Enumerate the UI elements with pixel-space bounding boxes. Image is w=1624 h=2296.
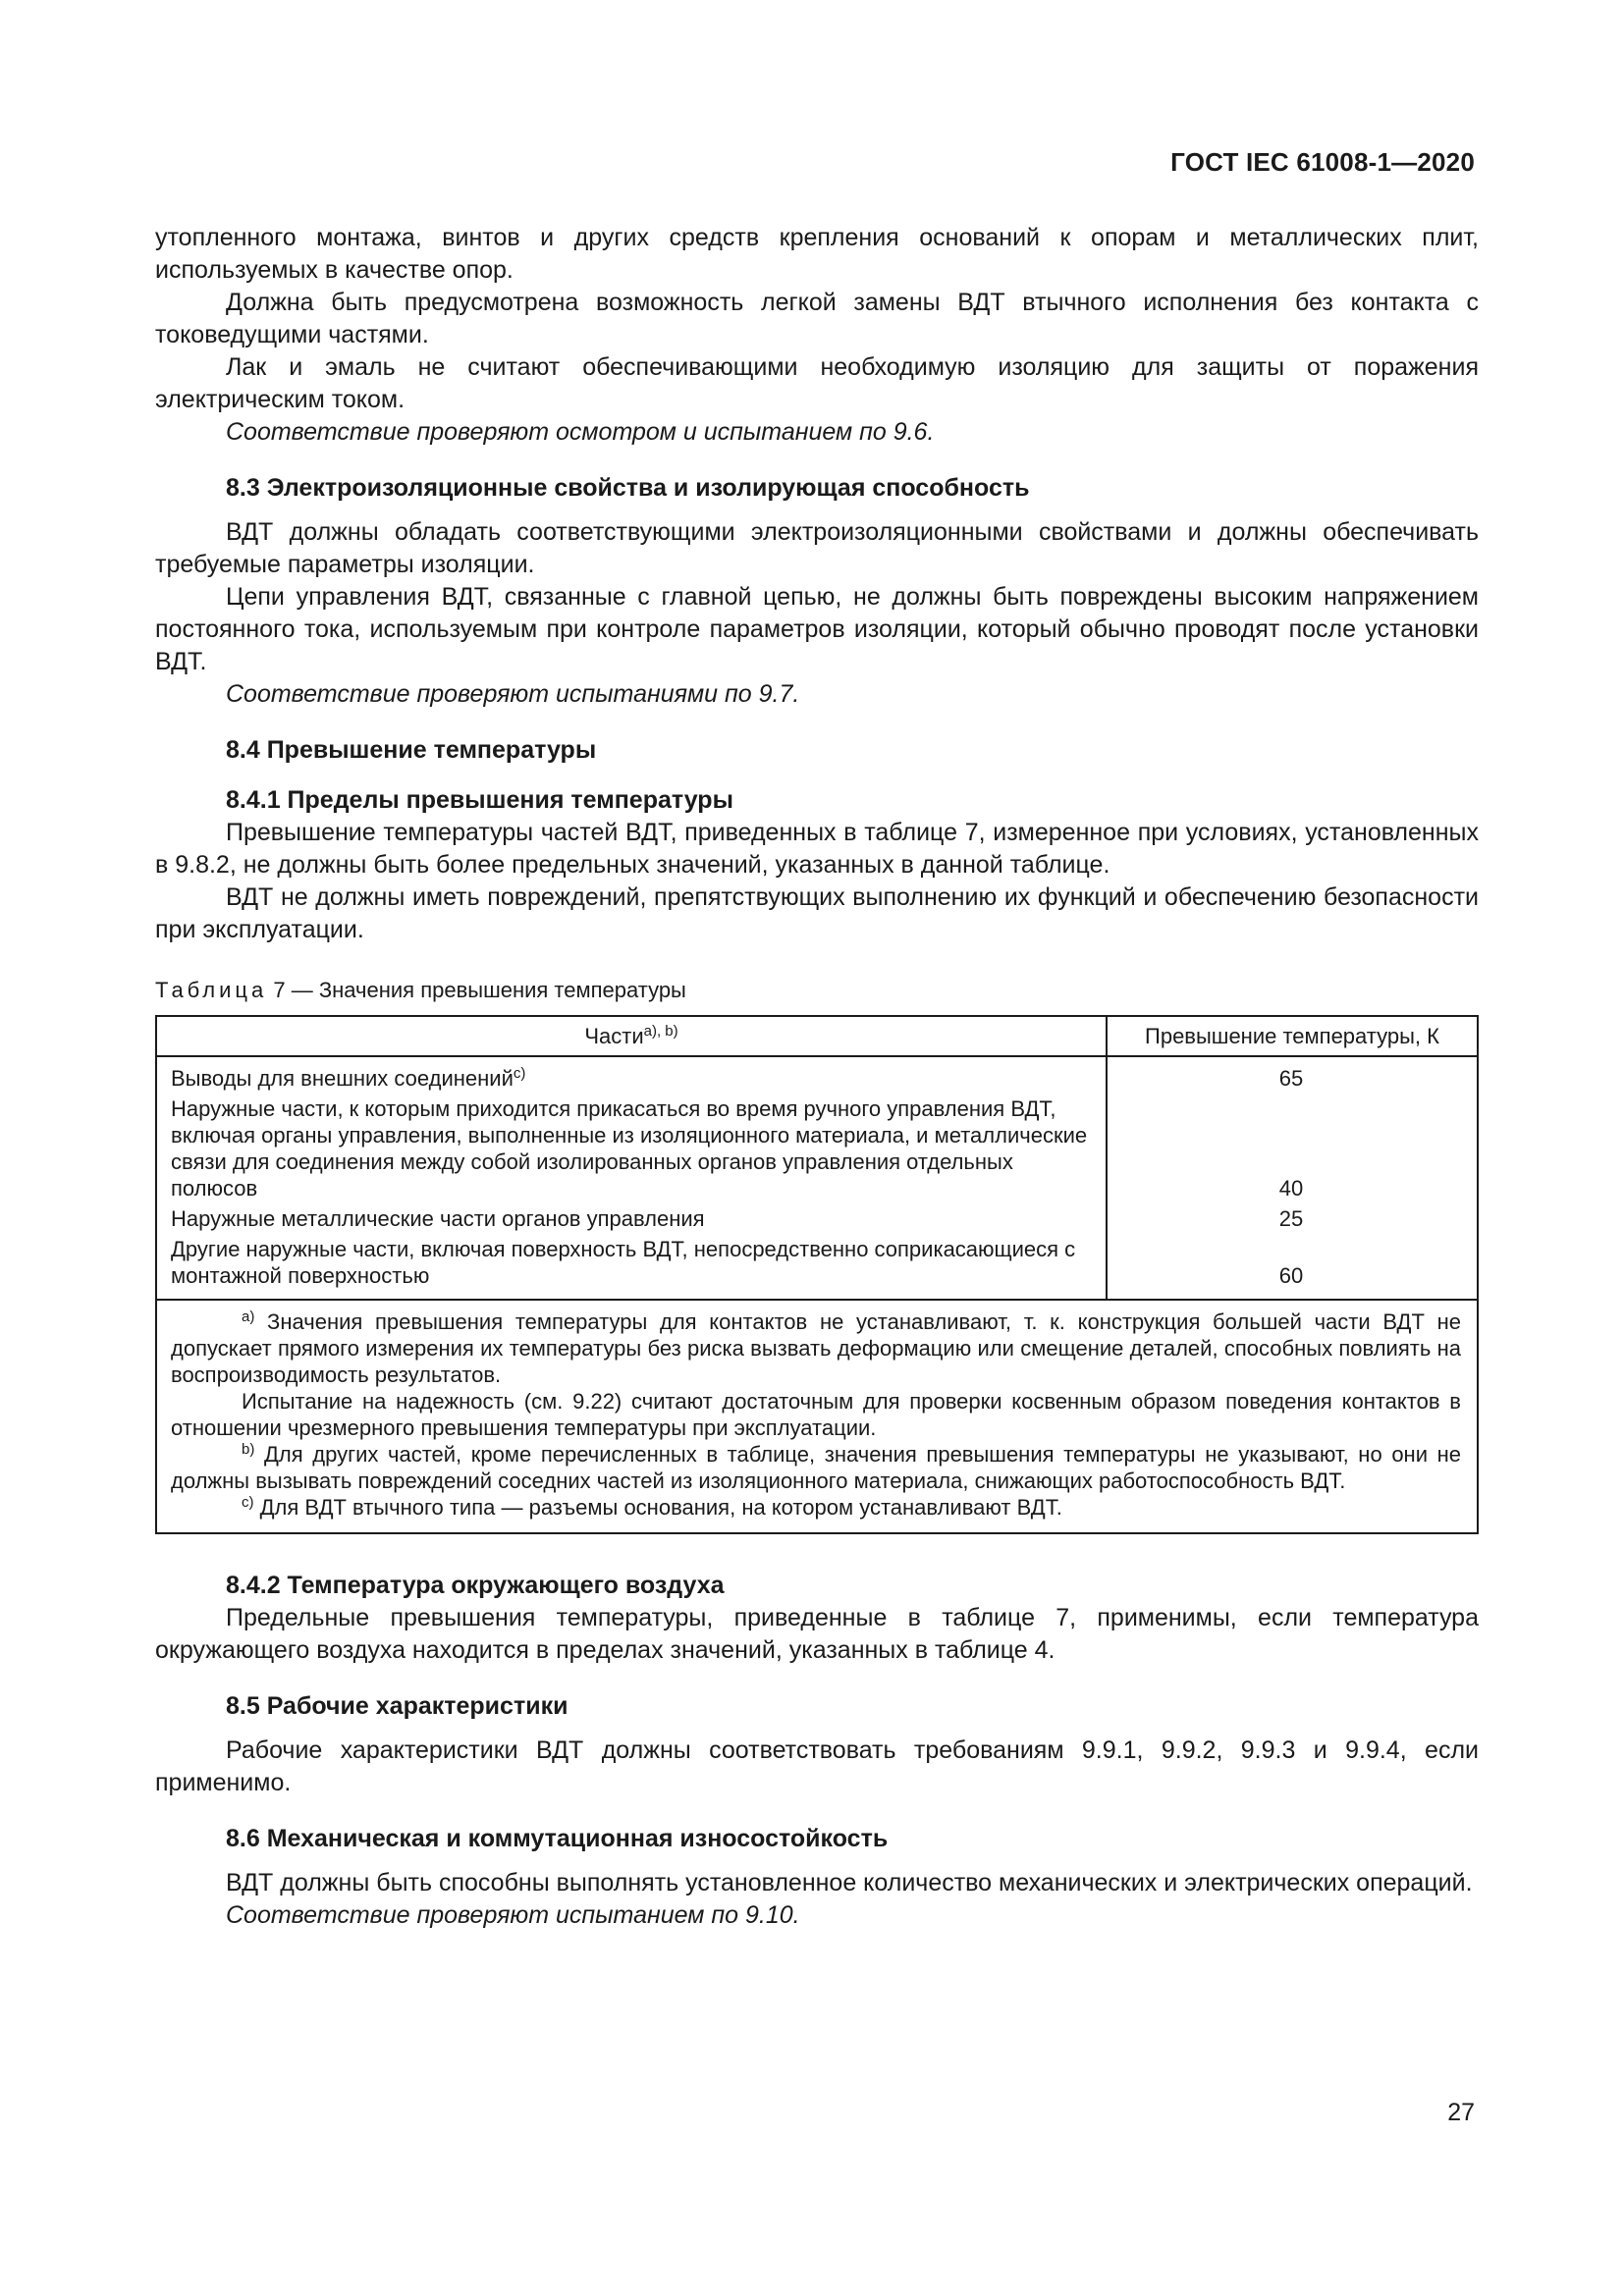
table-cell-part: Наружные металлические части органов управления	[156, 1203, 1107, 1234]
section-heading-8-4-1: 8.4.1 Пределы превышения температуры	[226, 786, 733, 814]
paragraph: ВДТ не должны иметь повреждений, препятствующих выполнению их функций и обеспечению безопасности при эксплуатации.	[155, 883, 1479, 943]
table-notes	[156, 1300, 1478, 1533]
temperature-rise-table	[155, 1015, 1479, 1534]
paragraph: Должна быть предусмотрена возможность легкой замены ВДТ втычного исполнения без контакта с токоведущими частями.	[155, 289, 1479, 348]
table-note-a: $^{a)}$ Значения превышения температуры для контактов не устанавливают, т. к. конструкция большей части ВДТ не допускает прямого измерения их температуры без риска вызвать деформацию или смещение деталей, способных повлиять на воспроизводимость результатов.	[171, 1308, 1461, 1387]
section-heading-8-3: 8.3 Электроизоляционные свойства и изолирующая способность	[226, 474, 1030, 502]
table-cell-value: 25	[1107, 1203, 1478, 1234]
table-cell-value: 60	[1107, 1234, 1478, 1300]
section-heading-8-6: 8.6 Механическая и коммутационная износостойкость	[226, 1825, 889, 1852]
table-row	[156, 1203, 1478, 1234]
section-heading-8-4: 8.4 Превышение температуры	[226, 736, 597, 764]
table-cell-part: Выводы для внешних соединений$^{c)}$	[156, 1056, 1107, 1094]
footnote-ref: c)	[513, 1065, 526, 1082]
section-heading-8-4-2: 8.4.2 Температура окружающего воздуха	[226, 1572, 725, 1599]
table-note-b: $^{b)}$ Для других частей, кроме перечисленных в таблице, значения превышения температуры не указывают, но они не должны вызывать повреждений соседних частей из изоляционного материала, снижающих работоспособность ВДТ.	[171, 1441, 1461, 1493]
compliance-note: Соответствие проверяют испытаниями по 9.7.	[226, 680, 800, 708]
table-caption-text: 7 — Значения превышения температуры	[267, 978, 686, 1002]
table-row	[156, 1056, 1478, 1094]
paragraph: ВДТ должны обладать соответствующими электроизоляционными свойствами и должны обеспечивать требуемые параметры изоляции.	[155, 518, 1479, 578]
table-row	[156, 1094, 1478, 1203]
table-row	[156, 1234, 1478, 1300]
table-cell-value: 65	[1107, 1056, 1478, 1094]
paragraph: утопленного монтажа, винтов и других средств крепления оснований к опорам и металлических плит, используемых в качестве опор.	[155, 224, 1479, 284]
paragraph: Превышение температуры частей ВДТ, приведенных в таблице 7, измеренное при условиях, установленных в 9.8.2, не должны быть более предельных значений, указанных в данной таблице.	[155, 819, 1479, 879]
table-notes-row	[156, 1300, 1478, 1533]
paragraph: ВДТ должны быть способны выполнять установленное количество механических и электрических операций.	[226, 1869, 1473, 1896]
paragraph: Лак и эмаль не считают обеспечивающими необходимую изоляцию для защиты от поражения электрическим током.	[155, 353, 1479, 413]
table-header-row	[156, 1016, 1478, 1056]
table-caption	[155, 976, 1479, 1005]
compliance-note: Соответствие проверяют осмотром и испытанием по 9.6.	[226, 418, 935, 446]
document-code-header: ГОСТ IEC 61008-1—2020	[1170, 147, 1475, 177]
table-caption-label: Таблица	[155, 978, 268, 1002]
paragraph: Рабочие характеристики ВДТ должны соответствовать требованиям 9.9.1, 9.9.2, 9.9.3 и 9.9.4, если применимо.	[155, 1736, 1479, 1796]
column-header-temperature: Превышение температуры, К	[1107, 1016, 1478, 1056]
page-number: 27	[1447, 2099, 1475, 2126]
section-heading-8-5: 8.5 Рабочие характеристики	[226, 1692, 568, 1720]
compliance-note: Соответствие проверяют испытанием по 9.10.	[226, 1901, 800, 1929]
table-cell-part: Другие наружные части, включая поверхность ВДТ, непосредственно соприкасающиеся с монтажной поверхностью	[156, 1234, 1107, 1300]
page-content	[155, 222, 1479, 1932]
column-header-parts: Части$^{a), b)}$	[156, 1016, 1107, 1056]
table-cell-value: 40	[1107, 1094, 1478, 1203]
paragraph: Цепи управления ВДТ, связанные с главной цепью, не должны быть повреждены высоким напряжением постоянного тока, используемым при контроле параметров изоляции, который обычно проводят после установки ВДТ.	[155, 583, 1479, 675]
table-note-a-continued: Испытание на надежность (см. 9.22) считают достаточным для проверки косвенным образом поведения контактов в отношении чрезмерного превышения температуры при эксплуатации.	[171, 1389, 1461, 1440]
table-note-c: $^{c)}$ Для ВДТ втычного типа — разъемы основания, на котором устанавливают ВДТ.	[242, 1494, 1062, 1520]
paragraph: Предельные превышения температуры, приведенные в таблице 7, применимы, если температура окружающего воздуха находится в пределах значений, указанных в таблице 4.	[155, 1604, 1479, 1664]
table-cell-part: Наружные части, к которым приходится прикасаться во время ручного управления ВДТ, включая органы управления, выполненные из изоляционного материала, и металлические связи для соединения между собой изолированных органов управления отдельных полюсов	[156, 1094, 1107, 1203]
footnote-ref: a), b)	[643, 1023, 678, 1040]
